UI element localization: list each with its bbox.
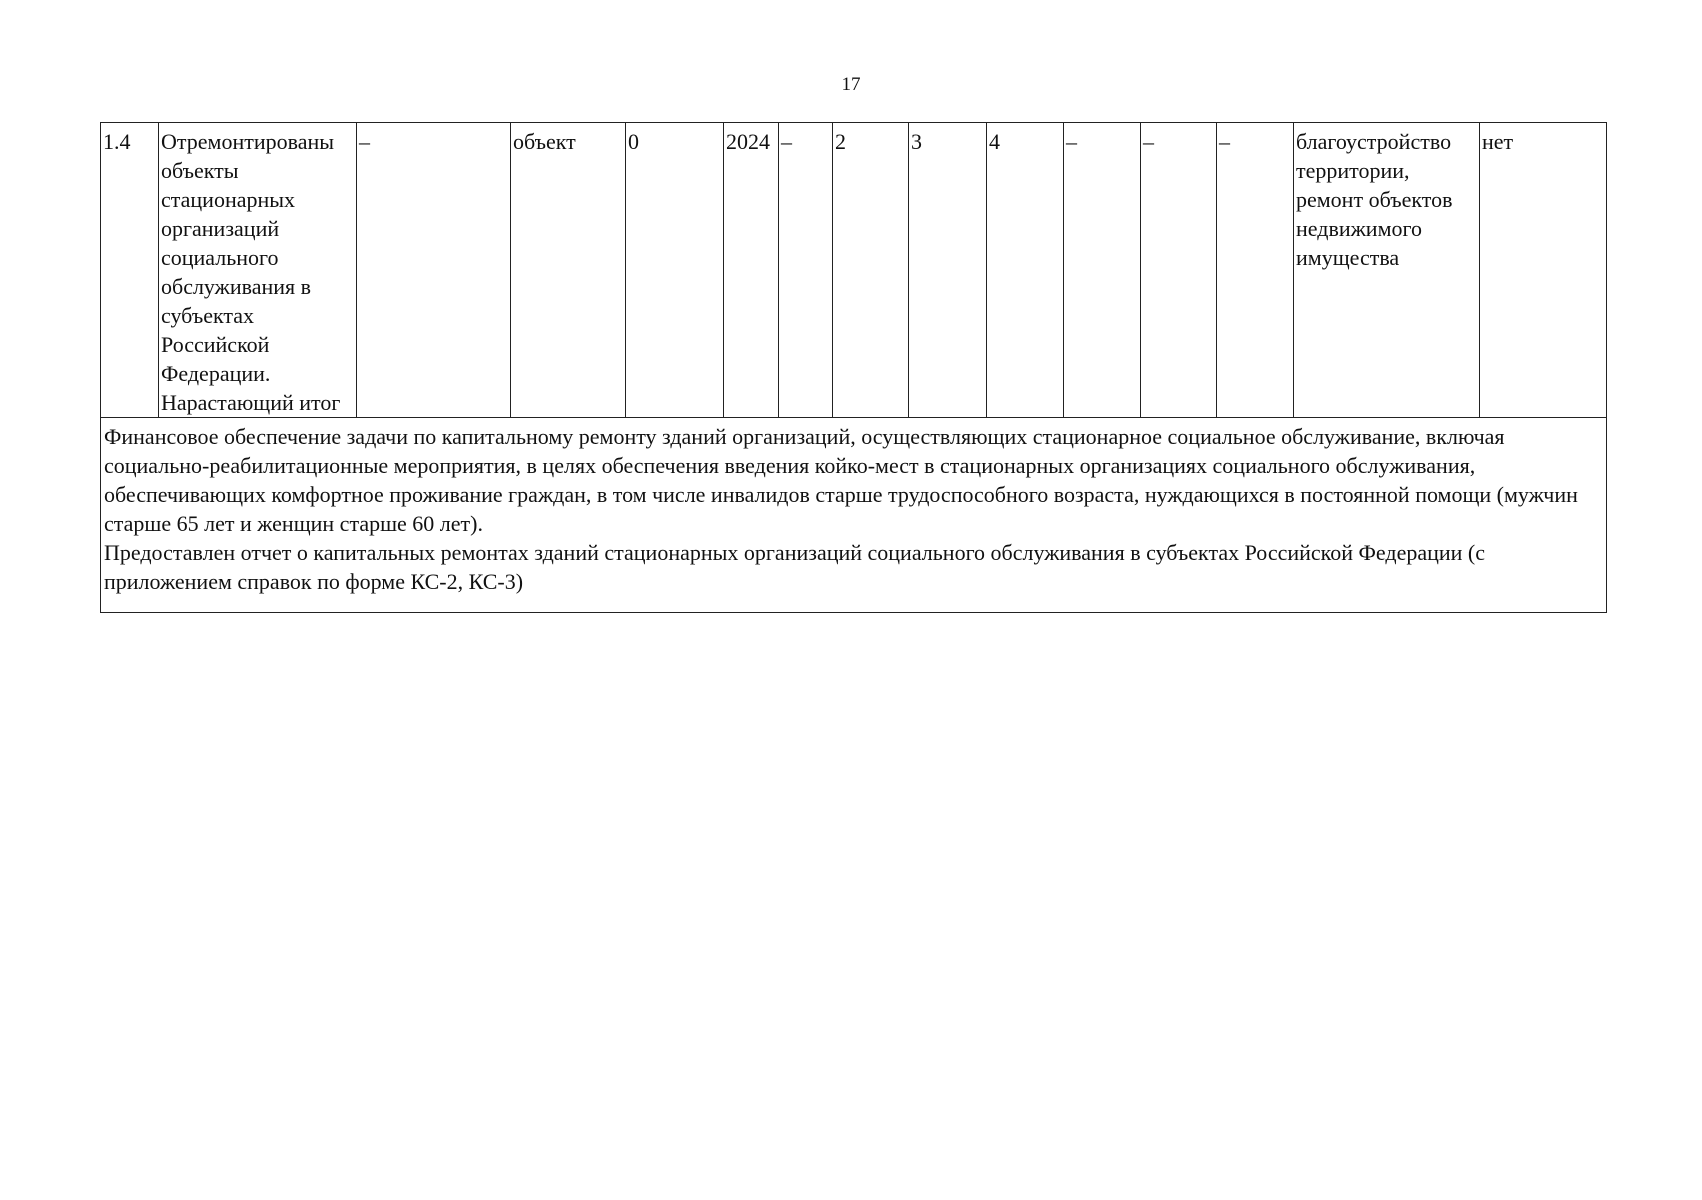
note-paragraph: Предоставлен отчет о капитальных ремонтах зданий стационарных организаций социального обслуживания в субъектах Российской Федерации (с приложением справок по форме КС-2, КС-3) — [104, 540, 1486, 594]
indicator-table — [100, 122, 1607, 613]
note-paragraph: Финансовое обеспечение задачи по капитальному ремонту зданий организаций, осуществляющих стационарное социальное обслуживание, включая социально-реабилитационные мероприятия, в целях обеспечения введения койко-мест в стационарных организациях социального обслуживания, обеспечивающих комфортное проживание граждан, в том числе инвалидов старше трудоспособного возраста, нуждающихся в постоянной помощи (мужчин старше 65 лет и женщин старше 60 лет). — [104, 424, 1578, 536]
base-value-cell: 0 — [626, 123, 724, 418]
value-cell: 4 — [987, 123, 1064, 418]
page-number: 17 — [841, 74, 861, 95]
flag-cell: нет — [1480, 123, 1607, 418]
row-number-cell: 1.4 — [101, 123, 159, 418]
note-cell — [101, 418, 1607, 613]
base-year-cell: 2024 — [724, 123, 779, 418]
value-cell: 2 — [833, 123, 909, 418]
table-row — [101, 123, 1607, 418]
value-cell: – — [1217, 123, 1294, 418]
table-note-row — [101, 418, 1607, 613]
value-cell: – — [1141, 123, 1217, 418]
table-cell: – — [357, 123, 511, 418]
value-cell: – — [779, 123, 833, 418]
indicator-title-cell: Отремонтированы объекты стационарных организаций социального обслуживания в субъектах Российской Федерации. Нарастающий итог — [159, 123, 357, 418]
unit-cell: объект — [511, 123, 626, 418]
value-cell: – — [1064, 123, 1141, 418]
value-cell: 3 — [909, 123, 987, 418]
activity-cell: благоустройство территории, ремонт объектов недвижимого имущества — [1294, 123, 1480, 418]
